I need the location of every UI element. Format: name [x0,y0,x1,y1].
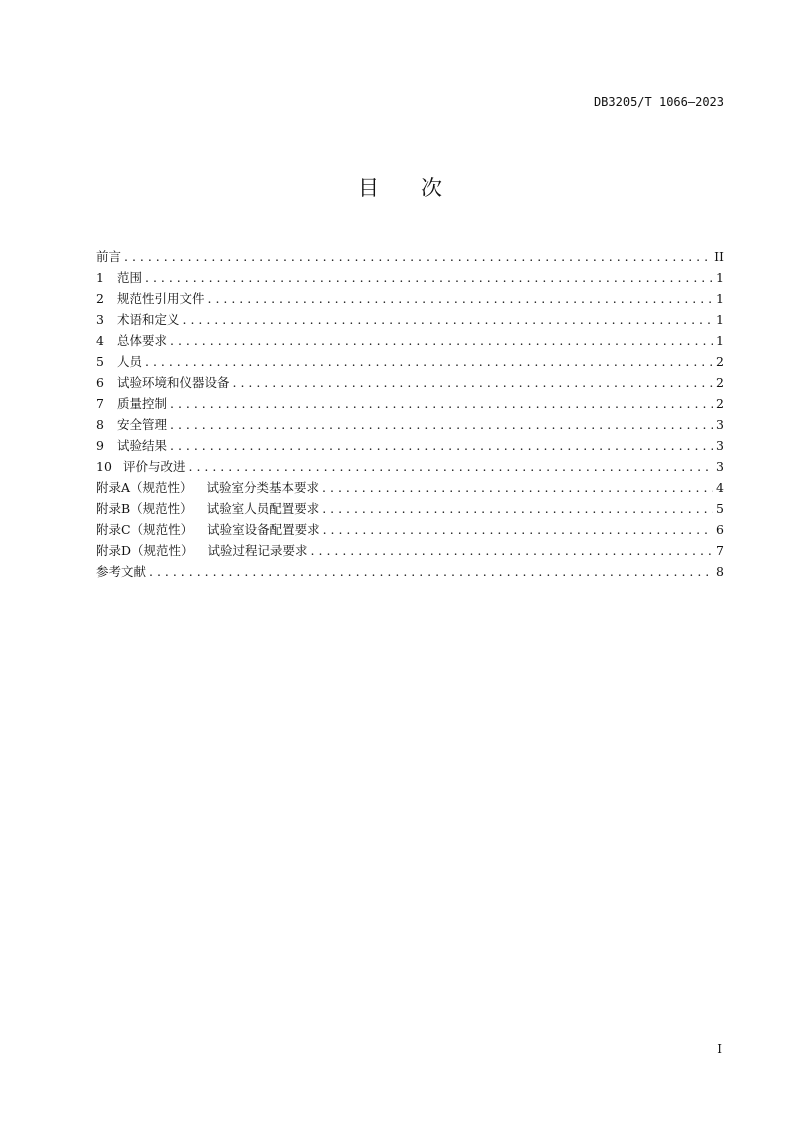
toc-entry[interactable] [96,311,724,332]
toc-entry-number: 5 [96,354,104,369]
toc-entry-number: 6 [96,375,104,390]
toc-entry[interactable] [96,563,724,584]
toc-entry-page: 8 [716,564,724,579]
toc-entry[interactable] [96,458,724,479]
toc-entry-label: 试验环境和仪器设备 [117,375,230,390]
toc-entry-page: 1 [716,333,724,348]
toc-entry-page: 3 [716,438,724,453]
dot-leader [311,542,714,559]
dot-leader [149,563,713,580]
toc-entry[interactable] [96,353,724,374]
toc-entry-number: 10 [96,459,112,474]
toc-entry[interactable] [96,437,724,458]
toc-entry[interactable] [96,542,724,563]
toc-entry-label: 范围 [117,270,143,285]
dot-leader [170,332,713,349]
toc-entry-page: 2 [716,396,724,411]
toc-entry-label: 前言 [96,249,122,264]
page-number: I [717,1042,722,1056]
toc-entry[interactable] [96,395,724,416]
toc-entry[interactable] [96,479,724,500]
toc-entry-page: 5 [716,501,724,516]
toc-entry-label: 质量控制 [117,396,168,411]
toc-entry-number: 附录C（规范性） [96,522,194,537]
toc-entry-label: 参考文献 [96,564,147,579]
toc-entry-number: 3 [96,312,104,327]
toc-entry[interactable] [96,290,724,311]
toc-entry-label: 试验室设备配置要求 [207,522,320,537]
toc-entry-label: 安全管理 [117,417,168,432]
toc-entry-number: 1 [96,270,104,285]
dot-leader [189,458,714,475]
toc-entry[interactable] [96,248,724,269]
toc-entry-number: 4 [96,333,104,348]
dot-leader [183,311,714,328]
toc-entry[interactable] [96,332,724,353]
toc-entry-label: 试验室人员配置要求 [206,501,320,516]
dot-leader [208,290,714,307]
toc-entry-number: 8 [96,417,104,432]
toc-entry-number: 9 [96,438,104,453]
toc-entry-number: 附录D（规范性） [96,543,194,558]
document-id: DB3205/T 1066—2023 [593,95,724,109]
toc-entry-label: 术语和定义 [117,312,180,327]
toc-entry-page: II [714,249,724,264]
toc-entry[interactable] [96,521,724,542]
table-of-contents [96,248,724,584]
toc-entry-page: 1 [716,312,724,327]
dot-leader [322,500,713,517]
toc-entry-page: 3 [716,417,724,432]
toc-entry-label: 评价与改进 [123,459,186,474]
page-title: 目次 [358,176,484,200]
toc-entry[interactable] [96,500,724,521]
dot-leader [170,437,713,454]
toc-entry-page: 4 [716,480,724,495]
dot-leader [323,521,713,538]
toc-entry-label: 人员 [117,354,143,369]
dot-leader [124,248,711,265]
toc-entry[interactable] [96,269,724,290]
toc-entry-label: 总体要求 [117,333,168,348]
toc-entry-page: 1 [716,291,724,306]
toc-entry-page: 3 [716,459,724,474]
toc-entry-page: 2 [716,375,724,390]
toc-entry-number: 附录B（规范性） [96,501,193,516]
toc-entry-page: 6 [716,522,724,537]
toc-entry-page: 7 [716,543,724,558]
toc-entry-number: 2 [96,291,104,306]
toc-entry[interactable] [96,374,724,395]
dot-leader [233,374,714,391]
toc-entry-number: 附录A（规范性） [96,480,193,495]
toc-entry-page: 1 [716,270,724,285]
toc-entry-label: 试验室分类基本要求 [206,480,320,495]
toc-entry-page: 2 [716,354,724,369]
dot-leader [170,395,713,412]
toc-entry-number: 7 [96,396,104,411]
dot-leader [322,479,713,496]
toc-entry-label: 规范性引用文件 [117,291,205,306]
toc-entry[interactable] [96,416,724,437]
dot-leader [145,269,713,286]
toc-entry-label: 试验结果 [117,438,168,453]
dot-leader [145,353,713,370]
dot-leader [170,416,713,433]
toc-entry-label: 试验过程记录要求 [207,543,308,558]
